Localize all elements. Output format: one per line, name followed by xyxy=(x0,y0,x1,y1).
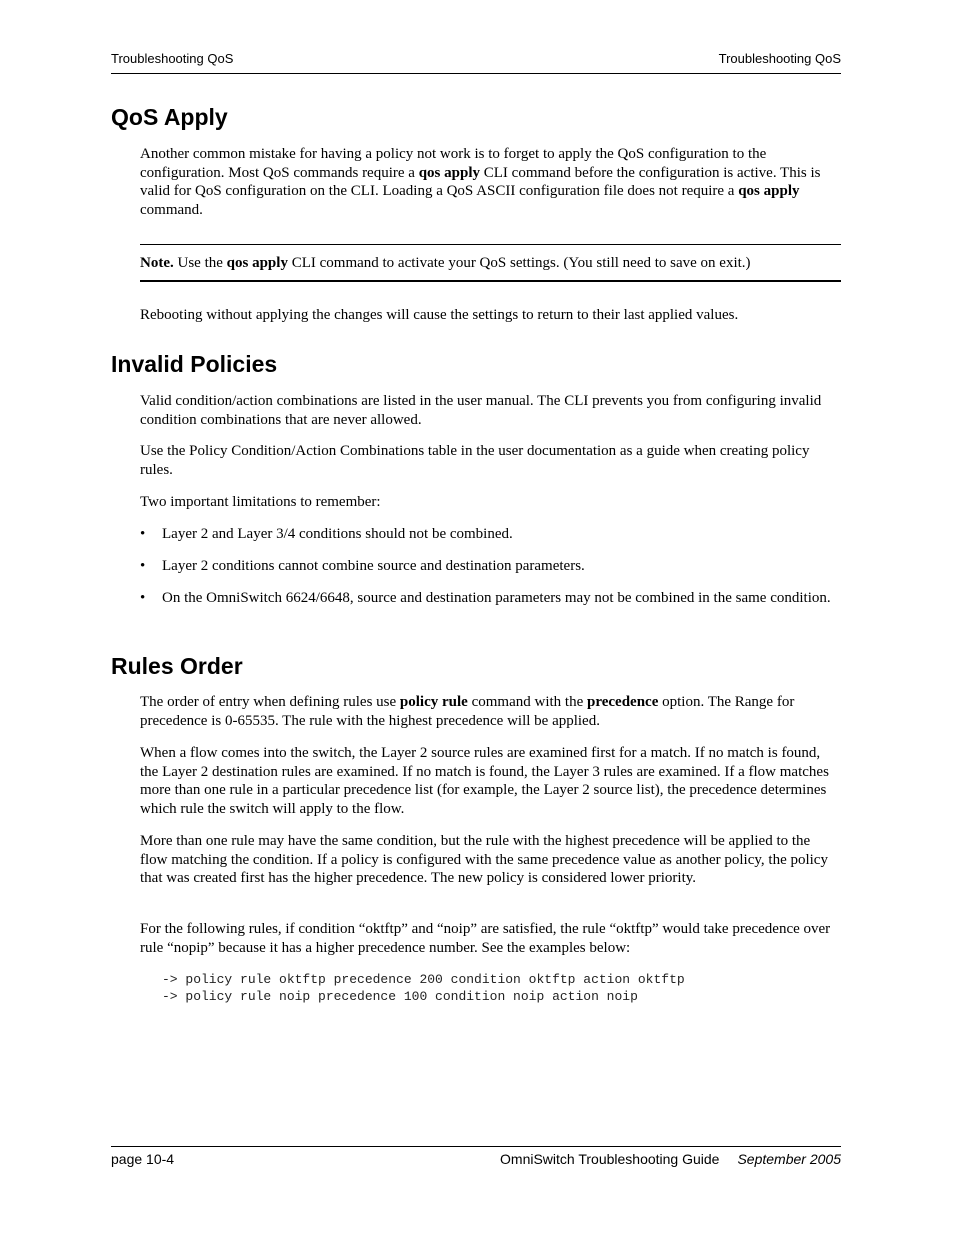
invalid-policies-paragraph-3: Two important limitations to remember: xyxy=(140,494,381,510)
rules-order-paragraph-2: When a flow comes into the switch, the Layer 2 source rules are examined first for a match. If no match is found, the Layer 2 destination rules are examined. If no match is found, the Layer 3 rules are examined. If a flow matches more than one rule in a particular precedence list (for example, the Layer 2 source list), the precedence determines which rule the switch will apply to the flow. xyxy=(140,745,829,818)
code-line-2: -> policy rule noip precedence 100 condition noip action noip xyxy=(162,989,638,1004)
qos-apply-paragraph-2: Rebooting without applying the changes will cause the settings to return to their last applied values. xyxy=(140,307,739,323)
note-text: Note. Use the qos apply CLI command to activate your QoS settings. (You still need to save on exit.) xyxy=(140,255,751,271)
publication-date: September 2005 xyxy=(737,1151,841,1167)
rules-order-paragraph-4: For the following rules, if condition “oktftp” and “noip” are satisfied, the rule “oktftp” would take precedence over rule “nopip” because it has a higher precedence number. See the examples below: xyxy=(140,921,831,956)
list-item: • Layer 2 conditions cannot combine source and destination parameters. xyxy=(140,558,585,574)
code-line-1: -> policy rule oktftp precedence 200 condition oktftp action oktftp xyxy=(162,972,685,987)
section-title-qos-apply: QoS Apply xyxy=(111,104,228,130)
section-title-rules-order: Rules Order xyxy=(111,653,243,679)
header-right: Troubleshooting QoS xyxy=(718,51,841,66)
list-item: • On the OmniSwitch 6624/6648, source and destination parameters may not be combined in the same condition. xyxy=(140,590,831,606)
footer-divider xyxy=(111,1146,841,1147)
qos-apply-paragraph-1: Another common mistake for having a policy not work is to forget to apply the QoS configuration to the configuration. Most QoS commands require a qos apply CLI command before the configuration is active. This is valid for QoS configuration on the CLI. Loading a QoS ASCII configuration file does not require a qos apply command. xyxy=(140,146,821,219)
rules-order-paragraph-1: The order of entry when defining rules use policy rule command with the precedence option. The Range for precedence is 0-65535. The rule with the highest precedence will be applied. xyxy=(140,694,795,729)
header-divider xyxy=(111,73,841,74)
invalid-policies-paragraph-1: Valid condition/action combinations are listed in the user manual. The CLI prevents you from configuring invalid condition combinations that are never allowed. xyxy=(140,393,822,428)
bullet-icon: • xyxy=(140,558,146,574)
note-box xyxy=(140,244,841,282)
header-left: Troubleshooting QoS xyxy=(111,51,234,66)
invalid-policies-paragraph-2: Use the Policy Condition/Action Combinations table in the user documentation as a guide when creating policy rules. xyxy=(140,443,810,478)
bullet-icon: • xyxy=(140,526,146,542)
footer-right xyxy=(500,1151,841,1167)
section-title-invalid-policies: Invalid Policies xyxy=(111,351,278,377)
rules-order-paragraph-3: More than one rule may have the same condition, but the rule with the highest precedence will be applied to the flow matching the condition. If a policy is configured with the same precedence value as another policy, the policy that was created first has the higher precedence. The new policy is considered lower priority. xyxy=(140,833,828,887)
list-item: • Layer 2 and Layer 3/4 conditions should not be combined. xyxy=(140,526,513,542)
page-number: page 10-4 xyxy=(111,1151,175,1167)
bullet-icon: • xyxy=(140,590,146,606)
guide-title: OmniSwitch Troubleshooting Guide xyxy=(500,1151,720,1167)
